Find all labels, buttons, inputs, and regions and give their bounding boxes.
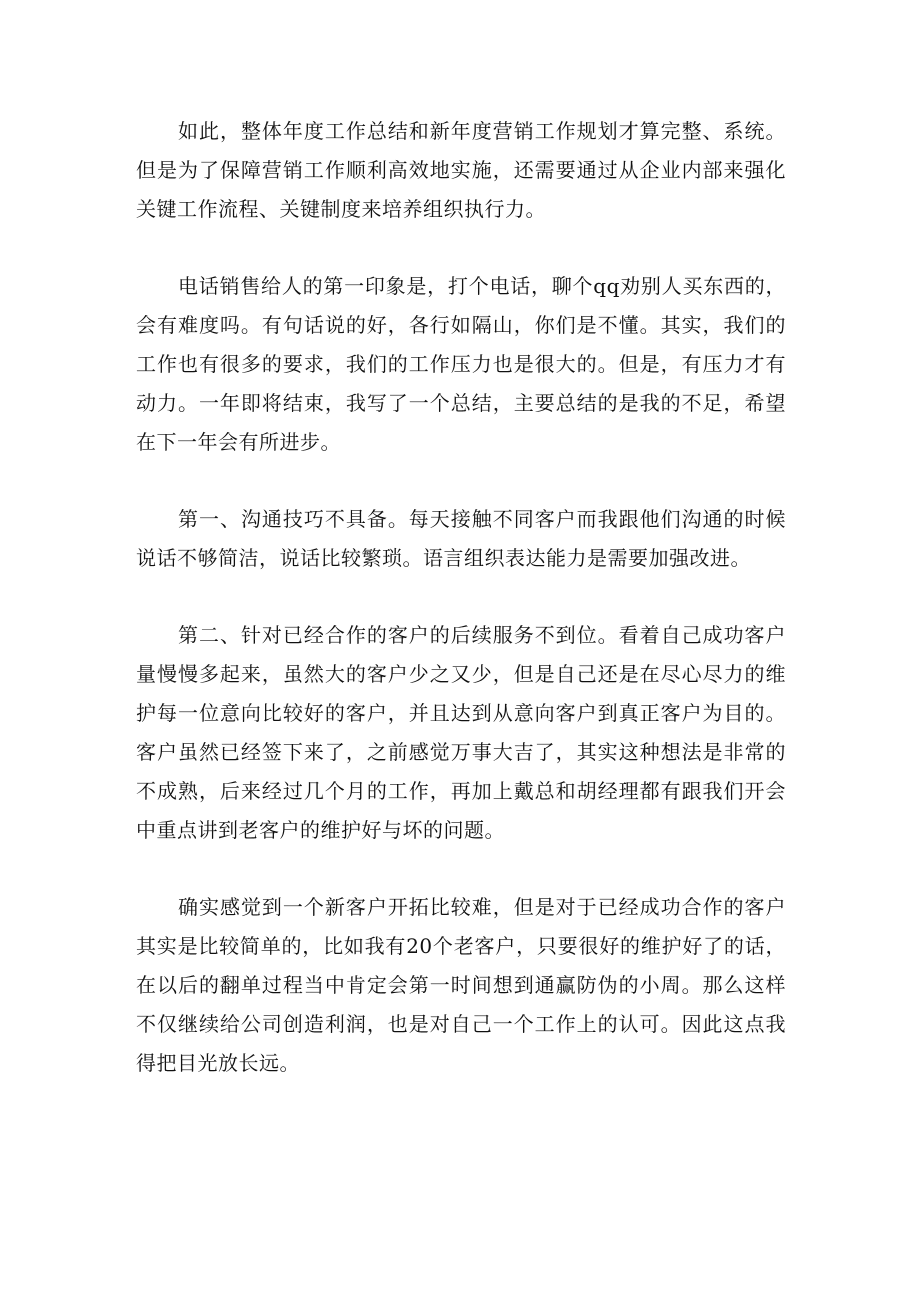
paragraph: 电话销售给人的第一印象是，打个电话，聊个qq劝别人买东西的，会有难度吗。有句话说的好，各行如隔山，你们是不懂。其实，我们的工作也有很多的要求，我们的工作压力也是很大的。但是，有压力才有动力。一年即将结束，我写了一个总结，主要总结的是我的不足，希望在下一年会有所进步。 — [136, 274, 786, 454]
paragraph: 确实感觉到一个新客户开拓比较难，但是对于已经成功合作的客户其实是比较简单的，比如我有20个老客户，只要很好的维护好了的话，在以后的翻单过程当中肯定会第一时间想到通赢防伪的小周。那么这样不仅继续给公司创造利润，也是对自己一个工作上的认可。因此这点我得把目光放长远。 — [136, 895, 786, 1075]
paragraph: 如此，整体年度工作总结和新年度营销工作规划才算完整、系统。但是为了保障营销工作顺利高效地实施，还需要通过从企业内部来强化关键工作流程、关键制度来培养组织执行力。 — [136, 119, 786, 221]
paragraph: 第一、沟通技巧不具备。每天接触不同客户而我跟他们沟通的时候说话不够简洁，说话比较繁琐。语言组织表达能力是需要加强改进。 — [136, 507, 786, 570]
document-body — [136, 112, 786, 1121]
paragraph: 第二、针对已经合作的客户的后续服务不到位。看着自己成功客户量慢慢多起来，虽然大的客户少之又少，但是自己还是在尽心尽力的维护每一位意向比较好的客户，并且达到从意向客户到真正客户为目的。客户虽然已经签下来了，之前感觉万事大吉了，其实这种想法是非常的不成熟，后来经过几个月的工作，再加上戴总和胡经理都有跟我们开会中重点讲到老客户的维护好与坏的问题。 — [136, 623, 786, 842]
